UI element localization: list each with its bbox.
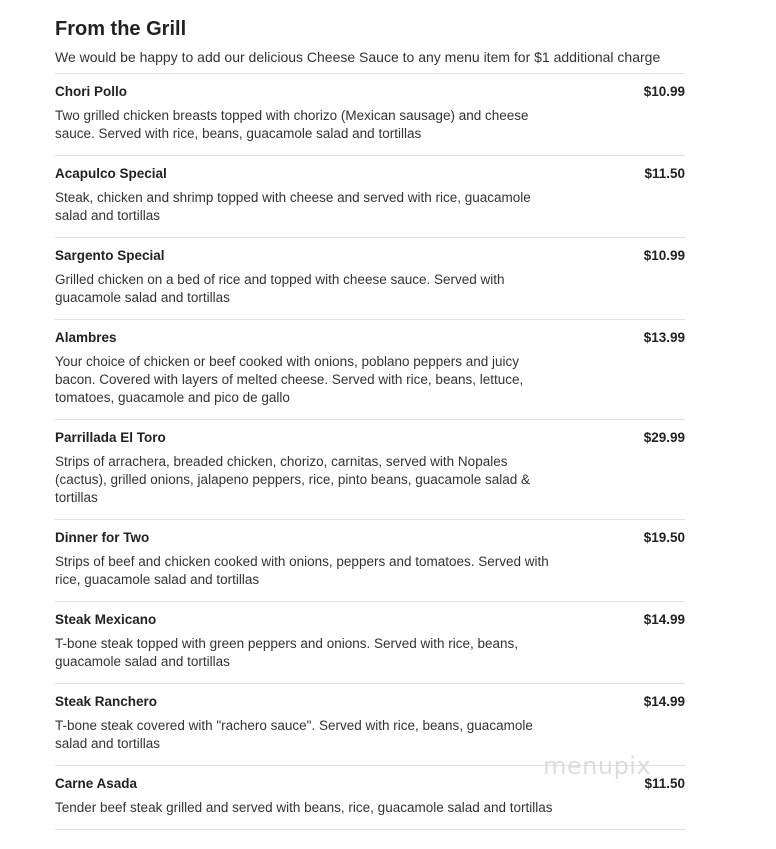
menu-item-price: $19.50 — [643, 530, 685, 545]
menu-item-description: T-bone steak covered with "rachero sauce". Served with rice, beans, guacamole salad and tortillas — [55, 718, 533, 751]
menu-item-description: Tender beef steak grilled and served with beans, rice, guacamole salad and tortillas — [55, 800, 553, 815]
menu-item-price: $11.50 — [644, 776, 685, 791]
menu-item-price: $14.99 — [643, 694, 685, 709]
watermark: menupix — [543, 752, 652, 780]
menu-item-description: Steak, chicken and shrimp topped with cheese and served with rice, guacamole salad and tortillas — [55, 190, 531, 223]
menu-item-price: $11.50 — [644, 166, 685, 181]
menu-item-price: $13.99 — [643, 330, 685, 345]
menu-item-description: Grilled chicken on a bed of rice and topped with cheese sauce. Served with guacamole salad and tortillas — [55, 272, 505, 305]
section-title: From the Grill — [55, 18, 187, 40]
menu-item-price: $10.99 — [643, 248, 685, 263]
menu-item-name: Chori Pollo — [55, 84, 127, 99]
menu-item-name: Carne Asada — [55, 776, 138, 791]
menu-item — [55, 73, 685, 155]
menu-item — [55, 601, 685, 683]
list-divider — [55, 829, 685, 830]
menu-item-name: Sargento Special — [55, 248, 165, 263]
menu-item — [55, 519, 685, 601]
menu-item-name: Dinner for Two — [55, 530, 150, 545]
menu-item-name: Steak Mexicano — [55, 612, 157, 627]
menu-item-price: $14.99 — [643, 612, 685, 627]
menu-item-name: Acapulco Special — [55, 166, 167, 181]
menu-item-name: Parrillada El Toro — [55, 430, 166, 445]
menu-item-price: $29.99 — [643, 430, 685, 445]
menu-item — [55, 155, 685, 237]
menu-item-description: Strips of arrachera, breaded chicken, chorizo, carnitas, served with Nopales (cactus), grilled onions, jalapeno peppers, rice, pinto beans, guacamole salad & tortillas — [55, 454, 531, 505]
menu-item — [55, 419, 685, 519]
menu-item — [55, 237, 685, 319]
menu-item-description: Two grilled chicken breasts topped with chorizo (Mexican sausage) and cheese sauce. Served with rice, beans, guacamole salad and tortillas — [55, 108, 529, 141]
section-subtitle: We would be happy to add our delicious Cheese Sauce to any menu item for $1 additional charge — [55, 49, 661, 65]
menu-item — [55, 319, 685, 419]
menu-item-description: Your choice of chicken or beef cooked with onions, poblano peppers and juicy bacon. Covered with layers of melted cheese. Served with rice, beans, lettuce, tomatoes, guacamole and pico de gallo — [55, 354, 524, 405]
menu-item-description: Strips of beef and chicken cooked with onions, peppers and tomatoes. Served with rice, guacamole salad and tortillas — [55, 554, 549, 587]
menu-item-name: Steak Ranchero — [55, 694, 158, 709]
menu-item-name: Alambres — [55, 330, 117, 345]
menu-list — [55, 73, 685, 830]
menu-item-description: T-bone steak topped with green peppers and onions. Served with rice, beans, guacamole salad and tortillas — [55, 636, 519, 669]
menu-item-price: $10.99 — [643, 84, 685, 99]
